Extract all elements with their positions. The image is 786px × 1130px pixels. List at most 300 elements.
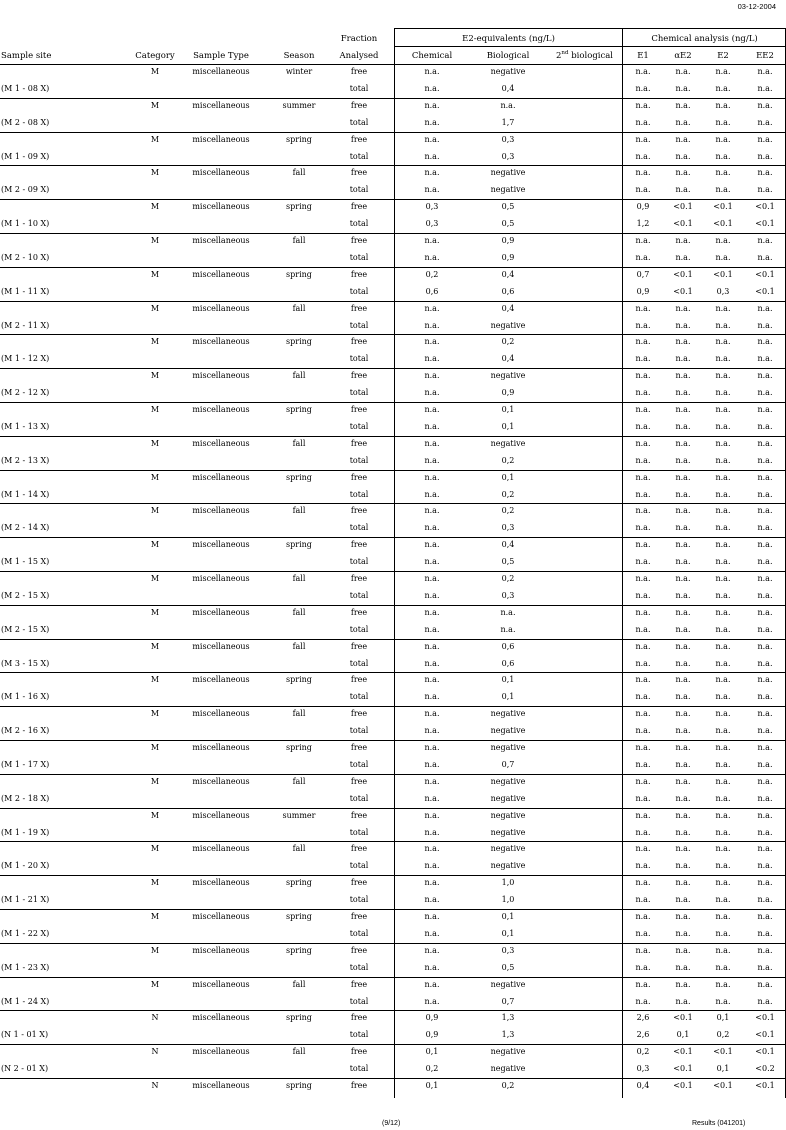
row-season: fall — [292, 506, 306, 515]
cell-free-chem: n.a. — [424, 675, 440, 684]
cell-total-chem: n.a. — [424, 760, 440, 769]
row-fraction-free: free — [350, 642, 368, 651]
cell-free-ae2: <0.1 — [673, 202, 693, 211]
cell-free-bio: 0,4 — [501, 540, 515, 549]
cell-total-chem: n.a. — [424, 929, 440, 938]
cell-free-ae2: n.a. — [675, 540, 691, 549]
row-type: miscellaneous — [192, 1081, 250, 1090]
row-fraction-total: total — [349, 794, 369, 803]
cell-free-ae2: n.a. — [675, 67, 691, 76]
row-season: fall — [292, 574, 306, 583]
cell-total-e1: 1,2 — [636, 219, 650, 228]
cell-total-ee2: n.a. — [757, 997, 773, 1006]
cell-free-e1: n.a. — [635, 135, 651, 144]
row-season: spring — [286, 912, 312, 921]
cell-free-bio: 1,3 — [501, 1013, 515, 1022]
cell-free-chem: n.a. — [424, 101, 440, 110]
cell-free-ae2: n.a. — [675, 506, 691, 515]
cell-total-chem: n.a. — [424, 625, 440, 634]
cell-free-ee2: n.a. — [757, 642, 773, 651]
cell-total-e1: n.a. — [635, 557, 651, 566]
cell-total-ae2: n.a. — [675, 557, 691, 566]
row-sample-site: (M 2 - 08 X) — [1, 118, 50, 127]
row-cat: M — [150, 236, 160, 245]
cell-total-bio: negative — [490, 794, 526, 803]
cell-free-ee2: n.a. — [757, 168, 773, 177]
row-cat: M — [150, 168, 160, 177]
cell-free-e1: n.a. — [635, 405, 651, 414]
cell-total-bio: n.a. — [500, 625, 516, 634]
cell-free-bio: 0,2 — [501, 574, 515, 583]
cell-total-bio: 0,5 — [501, 219, 515, 228]
cell-total-e2: n.a. — [715, 152, 731, 161]
cell-free-chem: n.a. — [424, 439, 440, 448]
cell-total-e1: n.a. — [635, 321, 651, 330]
row-separator — [0, 98, 786, 99]
cell-total-ee2: n.a. — [757, 929, 773, 938]
row-cat: M — [150, 473, 160, 482]
cell-free-bio: negative — [490, 811, 526, 820]
cell-total-bio: 0,1 — [501, 929, 515, 938]
row-cat: M — [150, 811, 160, 820]
row-season: summer — [282, 811, 316, 820]
col-season: Season — [283, 51, 315, 61]
row-cat: M — [150, 709, 160, 718]
row-fraction-total: total — [349, 1064, 369, 1073]
cell-total-e1: n.a. — [635, 692, 651, 701]
cell-total-e2: n.a. — [715, 253, 731, 262]
cell-total-chem: n.a. — [424, 118, 440, 127]
cell-total-bio: negative — [490, 1064, 526, 1073]
row-type: miscellaneous — [192, 540, 250, 549]
cell-total-chem: n.a. — [424, 692, 440, 701]
row-sample-site: (M 1 - 09 X) — [1, 152, 50, 161]
cell-total-bio: 0,2 — [501, 456, 515, 465]
row-cat: M — [150, 202, 160, 211]
cell-total-bio: negative — [490, 185, 526, 194]
row-sample-site: (M 2 - 13 X) — [1, 456, 50, 465]
row-fraction-total: total — [349, 997, 369, 1006]
row-season: spring — [286, 337, 312, 346]
row-fraction-total: total — [349, 659, 369, 668]
row-sample-site: (M 1 - 08 X) — [1, 84, 50, 93]
row-fraction-free: free — [350, 946, 368, 955]
cell-free-e2: n.a. — [715, 405, 731, 414]
row-fraction-free: free — [350, 574, 368, 583]
cell-free-e2: n.a. — [715, 844, 731, 853]
row-separator — [0, 334, 786, 335]
cell-total-e2: n.a. — [715, 185, 731, 194]
row-separator — [0, 706, 786, 707]
cell-free-ae2: n.a. — [675, 912, 691, 921]
cell-free-e1: n.a. — [635, 506, 651, 515]
row-sample-site: (M 2 - 18 X) — [1, 794, 50, 803]
row-separator — [0, 402, 786, 403]
cell-free-ee2: n.a. — [757, 506, 773, 515]
cell-total-e1: 0,3 — [636, 1064, 650, 1073]
cell-free-chem: n.a. — [424, 168, 440, 177]
cell-total-e2: n.a. — [715, 692, 731, 701]
cell-free-chem: n.a. — [424, 337, 440, 346]
row-type: miscellaneous — [192, 642, 250, 651]
cell-free-chem: n.a. — [424, 371, 440, 380]
row-sample-site: (N 2 - 01 X) — [1, 1064, 49, 1073]
cell-total-ae2: n.a. — [675, 659, 691, 668]
row-season: summer — [282, 101, 316, 110]
cell-total-ae2: n.a. — [675, 456, 691, 465]
cell-free-e2: n.a. — [715, 506, 731, 515]
row-fraction-total: total — [349, 354, 369, 363]
cell-total-chem: n.a. — [424, 490, 440, 499]
cell-total-ae2: n.a. — [675, 895, 691, 904]
row-separator — [0, 571, 786, 572]
row-fraction-total: total — [349, 321, 369, 330]
row-fraction-free: free — [350, 608, 368, 617]
row-sample-site: (M 2 - 12 X) — [1, 388, 50, 397]
row-type: miscellaneous — [192, 777, 250, 786]
cell-total-e2: n.a. — [715, 490, 731, 499]
cell-free-ae2: n.a. — [675, 304, 691, 313]
cell-total-e1: n.a. — [635, 963, 651, 972]
row-type: miscellaneous — [192, 101, 250, 110]
cell-total-ae2: <0.1 — [673, 1064, 693, 1073]
row-fraction-free: free — [350, 473, 368, 482]
row-sample-site: (M 1 - 24 X) — [1, 997, 50, 1006]
cell-total-ae2: n.a. — [675, 523, 691, 532]
cell-total-chem: 0,3 — [425, 219, 439, 228]
cell-free-ae2: <0.1 — [673, 1013, 693, 1022]
col-sample-site: Sample site — [1, 51, 52, 61]
cell-total-ee2: n.a. — [757, 726, 773, 735]
cell-total-e2: 0,3 — [716, 287, 730, 296]
cell-free-chem: n.a. — [424, 844, 440, 853]
cell-total-ae2: n.a. — [675, 388, 691, 397]
row-type: miscellaneous — [192, 67, 250, 76]
cell-total-ae2: n.a. — [675, 490, 691, 499]
cell-free-e2: n.a. — [715, 371, 731, 380]
cell-free-ae2: n.a. — [675, 878, 691, 887]
row-cat: M — [150, 777, 160, 786]
cell-free-ee2: n.a. — [757, 608, 773, 617]
cell-free-ee2: n.a. — [757, 574, 773, 583]
cell-total-ee2: n.a. — [757, 692, 773, 701]
row-sample-site: (M 2 - 16 X) — [1, 726, 50, 735]
row-fraction-free: free — [350, 777, 368, 786]
row-season: spring — [286, 946, 312, 955]
cell-total-bio: 0,9 — [501, 388, 515, 397]
cell-free-ae2: n.a. — [675, 473, 691, 482]
row-fraction-free: free — [350, 101, 368, 110]
cell-free-ee2: n.a. — [757, 844, 773, 853]
row-separator — [0, 470, 786, 471]
cell-total-ae2: n.a. — [675, 422, 691, 431]
cell-total-bio: 0,6 — [501, 287, 515, 296]
cell-total-e2: n.a. — [715, 591, 731, 600]
cell-total-e1: n.a. — [635, 118, 651, 127]
cell-total-e2: n.a. — [715, 760, 731, 769]
cell-total-bio: 0,4 — [501, 354, 515, 363]
cell-free-e1: n.a. — [635, 236, 651, 245]
row-type: miscellaneous — [192, 236, 250, 245]
row-separator — [0, 774, 786, 775]
cell-free-bio: n.a. — [500, 101, 516, 110]
cell-total-chem: n.a. — [424, 963, 440, 972]
cell-total-e1: n.a. — [635, 625, 651, 634]
cell-free-ee2: n.a. — [757, 101, 773, 110]
cell-free-bio: n.a. — [500, 608, 516, 617]
row-cat: M — [150, 743, 160, 752]
cell-total-chem: n.a. — [424, 253, 440, 262]
col-chemical: Chemical — [411, 51, 453, 61]
cell-free-ae2: <0.1 — [673, 270, 693, 279]
cell-total-e1: n.a. — [635, 794, 651, 803]
cell-total-ee2: <0.2 — [755, 1064, 775, 1073]
row-fraction-free: free — [350, 1047, 368, 1056]
cell-total-e2: n.a. — [715, 794, 731, 803]
cell-free-ae2: n.a. — [675, 608, 691, 617]
cell-free-ee2: n.a. — [757, 777, 773, 786]
cell-free-e1: n.a. — [635, 101, 651, 110]
cell-total-ae2: n.a. — [675, 625, 691, 634]
cell-total-bio: 0,6 — [501, 659, 515, 668]
cell-total-ee2: n.a. — [757, 253, 773, 262]
cell-free-bio: 1,0 — [501, 878, 515, 887]
cell-free-chem: n.a. — [424, 304, 440, 313]
row-type: miscellaneous — [192, 743, 250, 752]
cell-free-e1: n.a. — [635, 67, 651, 76]
cell-total-e1: n.a. — [635, 659, 651, 668]
cell-free-e2: n.a. — [715, 811, 731, 820]
group-chemical-analysis: Chemical analysis (ng/L) — [651, 34, 758, 44]
row-separator — [0, 943, 786, 944]
cell-free-bio: 0,4 — [501, 270, 515, 279]
row-season: winter — [285, 67, 313, 76]
cell-free-ee2: n.a. — [757, 135, 773, 144]
cell-total-ee2: <0.1 — [755, 287, 775, 296]
cell-total-bio: 0,5 — [501, 557, 515, 566]
cell-total-chem: n.a. — [424, 321, 440, 330]
row-cat: M — [150, 844, 160, 853]
cell-free-e2: <0.1 — [713, 1047, 733, 1056]
row-fraction-total: total — [349, 557, 369, 566]
cell-total-e2: n.a. — [715, 625, 731, 634]
row-cat: M — [150, 642, 160, 651]
col-biological: Biological — [486, 51, 530, 61]
row-separator — [0, 301, 786, 302]
row-type: miscellaneous — [192, 506, 250, 515]
row-sample-site: (M 1 - 22 X) — [1, 929, 50, 938]
row-cat: M — [150, 878, 160, 887]
cell-total-ee2: n.a. — [757, 861, 773, 870]
cell-free-chem: 0,2 — [425, 270, 439, 279]
cell-free-e2: n.a. — [715, 642, 731, 651]
cell-total-ee2: n.a. — [757, 557, 773, 566]
cell-free-ae2: n.a. — [675, 439, 691, 448]
cell-free-bio: negative — [490, 67, 526, 76]
group-e2-equivalents: E2-equivalents (ng/L) — [462, 34, 555, 44]
row-season: fall — [292, 608, 306, 617]
row-fraction-free: free — [350, 743, 368, 752]
cell-free-e1: n.a. — [635, 337, 651, 346]
cell-total-chem: 0,6 — [425, 287, 439, 296]
row-season: fall — [292, 844, 306, 853]
row-fraction-free: free — [350, 168, 368, 177]
cell-total-ae2: n.a. — [675, 963, 691, 972]
row-type: miscellaneous — [192, 878, 250, 887]
row-fraction-free: free — [350, 236, 368, 245]
cell-total-ee2: n.a. — [757, 118, 773, 127]
row-type: miscellaneous — [192, 946, 250, 955]
cell-total-chem: n.a. — [424, 523, 440, 532]
cell-total-e2: n.a. — [715, 118, 731, 127]
results-label: Results (041201) — [692, 1120, 746, 1127]
cell-total-chem: n.a. — [424, 895, 440, 904]
cell-free-chem: n.a. — [424, 743, 440, 752]
row-season: spring — [286, 473, 312, 482]
cell-free-bio: 0,1 — [501, 675, 515, 684]
cell-free-e1: n.a. — [635, 540, 651, 549]
cell-total-ae2: n.a. — [675, 354, 691, 363]
cell-free-e2: <0.1 — [713, 270, 733, 279]
cell-free-bio: 0,3 — [501, 946, 515, 955]
row-cat: M — [150, 67, 160, 76]
row-sample-site: (M 3 - 15 X) — [1, 659, 50, 668]
cell-free-chem: n.a. — [424, 777, 440, 786]
cell-free-chem: n.a. — [424, 811, 440, 820]
cell-total-e2: n.a. — [715, 523, 731, 532]
cell-total-e1: n.a. — [635, 490, 651, 499]
cell-total-bio: 1,0 — [501, 895, 515, 904]
row-type: miscellaneous — [192, 270, 250, 279]
cell-total-bio: 0,9 — [501, 253, 515, 262]
row-season: spring — [286, 743, 312, 752]
cell-free-ee2: n.a. — [757, 473, 773, 482]
row-fraction-free: free — [350, 304, 368, 313]
cell-free-e1: 2,6 — [636, 1013, 650, 1022]
cell-free-e1: n.a. — [635, 878, 651, 887]
row-season: fall — [292, 642, 306, 651]
cell-total-e1: 2,6 — [636, 1030, 650, 1039]
cell-free-ee2: n.a. — [757, 709, 773, 718]
cell-total-chem: 0,9 — [425, 1030, 439, 1039]
cell-total-ee2: n.a. — [757, 760, 773, 769]
cell-total-ae2: n.a. — [675, 253, 691, 262]
cell-free-ee2: n.a. — [757, 439, 773, 448]
cell-free-e2: n.a. — [715, 304, 731, 313]
cell-total-chem: n.a. — [424, 152, 440, 161]
row-season: spring — [286, 675, 312, 684]
cell-total-ae2: n.a. — [675, 997, 691, 1006]
cell-total-ee2: n.a. — [757, 828, 773, 837]
cell-total-e1: n.a. — [635, 253, 651, 262]
row-fraction-free: free — [350, 675, 368, 684]
report-date: 03-12-2004 — [737, 2, 776, 11]
row-type: miscellaneous — [192, 473, 250, 482]
row-season: fall — [292, 777, 306, 786]
row-season: fall — [292, 236, 306, 245]
row-separator — [0, 1044, 786, 1045]
row-fraction-free: free — [350, 540, 368, 549]
row-type: miscellaneous — [192, 202, 250, 211]
row-separator — [0, 132, 786, 133]
row-sample-site: (M 1 - 15 X) — [1, 557, 50, 566]
cell-total-e2: n.a. — [715, 828, 731, 837]
row-cat: M — [150, 912, 160, 921]
cell-free-chem: n.a. — [424, 574, 440, 583]
row-fraction-total: total — [349, 456, 369, 465]
cell-total-e2: n.a. — [715, 929, 731, 938]
cell-free-ee2: n.a. — [757, 675, 773, 684]
cell-total-e2: n.a. — [715, 997, 731, 1006]
row-fraction-free: free — [350, 135, 368, 144]
cell-free-bio: negative — [490, 709, 526, 718]
cell-free-ee2: n.a. — [757, 67, 773, 76]
cell-free-ae2: n.a. — [675, 675, 691, 684]
cell-free-bio: 0,2 — [501, 337, 515, 346]
cell-free-ee2: n.a. — [757, 946, 773, 955]
cell-total-ae2: <0.1 — [673, 219, 693, 228]
cell-total-e2: n.a. — [715, 456, 731, 465]
cell-free-bio: negative — [490, 743, 526, 752]
row-sample-site: (M 2 - 10 X) — [1, 253, 50, 262]
row-separator — [0, 875, 786, 876]
cell-total-ee2: n.a. — [757, 456, 773, 465]
cell-total-chem: n.a. — [424, 861, 440, 870]
cell-total-e1: n.a. — [635, 726, 651, 735]
cell-total-bio: 0,5 — [501, 963, 515, 972]
row-separator — [0, 1010, 786, 1011]
cell-total-ee2: n.a. — [757, 422, 773, 431]
cell-total-e2: 0,2 — [716, 1030, 730, 1039]
cell-total-ae2: 0,1 — [676, 1030, 690, 1039]
row-season: fall — [292, 1047, 306, 1056]
cell-total-bio: 0,1 — [501, 422, 515, 431]
cell-total-chem: n.a. — [424, 794, 440, 803]
row-fraction-free: free — [350, 270, 368, 279]
cell-free-ee2: n.a. — [757, 337, 773, 346]
row-sample-site: (M 1 - 12 X) — [1, 354, 50, 363]
cell-free-e2: n.a. — [715, 743, 731, 752]
cell-total-chem: n.a. — [424, 659, 440, 668]
row-separator — [0, 909, 786, 910]
cell-total-ae2: n.a. — [675, 828, 691, 837]
row-separator — [0, 503, 786, 504]
cell-free-bio: negative — [490, 844, 526, 853]
cell-total-ae2: n.a. — [675, 152, 691, 161]
row-cat: M — [150, 304, 160, 313]
row-fraction-free: free — [350, 439, 368, 448]
cell-free-ae2: n.a. — [675, 135, 691, 144]
cell-free-e2: n.a. — [715, 709, 731, 718]
cell-free-e2: n.a. — [715, 675, 731, 684]
cell-total-bio: 0,3 — [501, 152, 515, 161]
cell-free-bio: 0,3 — [501, 135, 515, 144]
cell-free-ae2: n.a. — [675, 236, 691, 245]
cell-free-e2: n.a. — [715, 980, 731, 989]
cell-total-e2: n.a. — [715, 963, 731, 972]
cell-total-ee2: n.a. — [757, 321, 773, 330]
cell-free-ae2: n.a. — [675, 574, 691, 583]
cell-total-chem: 0,2 — [425, 1064, 439, 1073]
row-fraction-total: total — [349, 388, 369, 397]
cell-total-bio: 0,7 — [501, 997, 515, 1006]
cell-free-bio: negative — [490, 439, 526, 448]
cell-total-bio: 1,7 — [501, 118, 515, 127]
cell-free-ee2: n.a. — [757, 371, 773, 380]
cell-free-ae2: n.a. — [675, 777, 691, 786]
row-season: fall — [292, 371, 306, 380]
cell-total-e2: n.a. — [715, 84, 731, 93]
